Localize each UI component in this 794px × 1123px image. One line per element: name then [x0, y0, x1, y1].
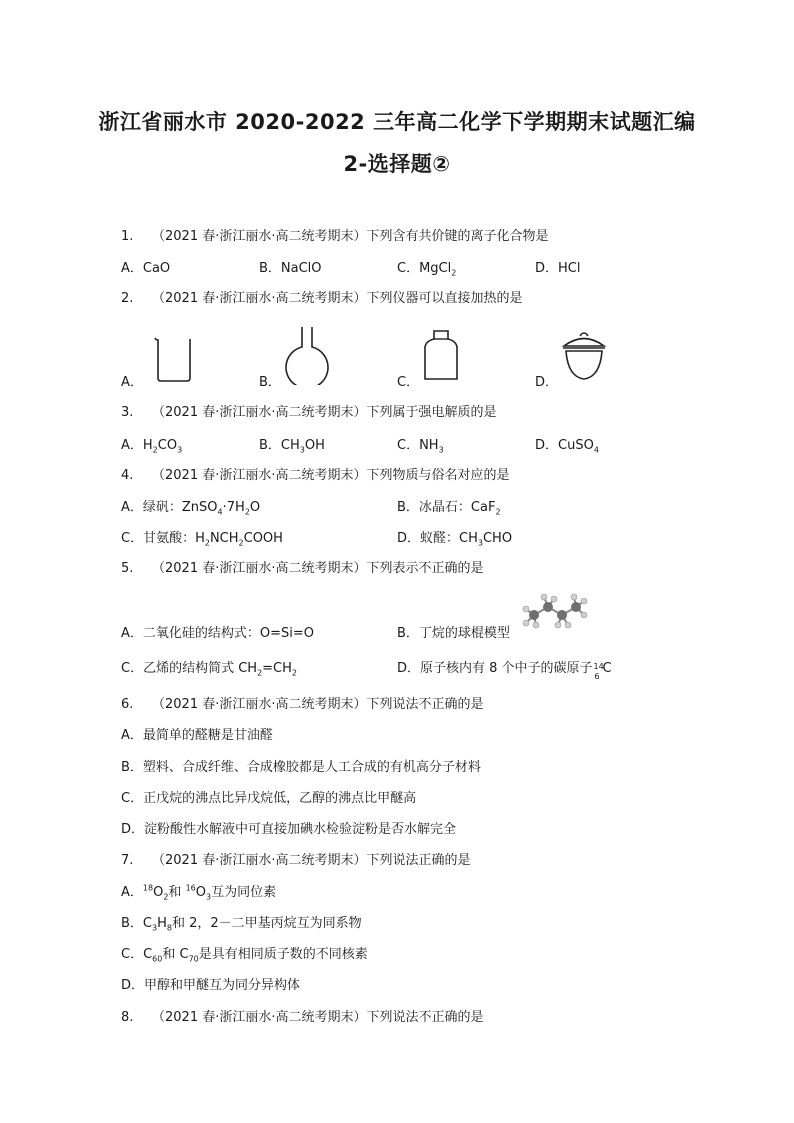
question-stem: （2021 春·浙江丽水·高二统考期末）下列说法不正确的是 — [152, 1010, 484, 1025]
question-stem: （2021 春·浙江丽水·高二统考期末）下列说法正确的是 — [152, 853, 471, 868]
option-c: C． — [397, 375, 420, 390]
crucible-icon — [559, 329, 609, 383]
question-stem: （2021 春·浙江丽水·高二统考期末）下列物质与俗名对应的是 — [152, 468, 510, 483]
option-b: B．NaClO — [259, 261, 322, 276]
option-a: A．$^{18}O_2$和 $^{16}O_3$互为同位素 — [121, 883, 277, 902]
reagent-bottle-icon — [421, 329, 461, 383]
question-number: 1. — [121, 229, 134, 244]
option-d: D．甲醇和甲醚互为同分异构体 — [121, 978, 301, 993]
option-c: C．甘氨酸：$H_2NCH_2COOH$ — [121, 531, 283, 548]
page-title: 浙江省丽水市 2020-2022 三年高二化学下学期期末试题汇编 — [98, 110, 696, 134]
option-b: B．$C_3H_8$和 2，2－二甲基丙烷互为同系物 — [121, 916, 362, 933]
option-d: D．CuSO$_4$ — [535, 438, 599, 455]
nuclide-notation: 14 6 — [593, 662, 604, 681]
option-a: A．绿矾：$ZnSO_4\cdot 7H_2O$ — [121, 500, 261, 517]
option-b: B．冰晶石：CaF$_2$ — [397, 500, 501, 517]
option-a: A． — [121, 375, 143, 390]
option-d: D．淀粉酸性水解液中可直接加碘水检验淀粉是否水解完全 — [121, 822, 457, 837]
question-stem: （2021 春·浙江丽水·高二统考期末）下列仪器可以直接加热的是 — [152, 291, 523, 306]
option-c: C．乙烯的结构简式 $CH_2=CH_2$ — [121, 661, 297, 678]
option-a: A．CaO — [121, 261, 171, 276]
question-number: 3. — [121, 405, 134, 420]
question-number: 4. — [121, 468, 134, 483]
round-bottom-flask-icon — [282, 325, 332, 385]
question-stem: （2021 春·浙江丽水·高二统考期末）下列说法不正确的是 — [152, 697, 484, 712]
option-c: C．$C_{60}$和 $C_{70}$是具有相同质子数的不同核素 — [121, 947, 368, 964]
option-a: A．二氧化硅的结构式：O=Si=O — [121, 626, 315, 641]
question-number: 8. — [121, 1010, 134, 1025]
page-subtitle: 2-选择题② — [343, 152, 451, 176]
option-d: D．HCl — [535, 261, 581, 276]
butane-ball-stick-model-icon — [520, 593, 590, 635]
option-c: C．正戊烷的沸点比异戊烷低，乙醇的沸点比甲醚高 — [121, 791, 417, 806]
option-b: B． — [259, 375, 281, 390]
question-stem: （2021 春·浙江丽水·高二统考期末）下列表示不正确的是 — [152, 561, 484, 576]
option-d: D．蚁醛：$CH_3CHO$ — [397, 531, 513, 548]
question-stem: （2021 春·浙江丽水·高二统考期末）下列含有共价键的离子化合物是 — [152, 229, 549, 244]
question-number: 7. — [121, 853, 134, 868]
question-number: 6. — [121, 697, 134, 712]
option-d: D．原子核内有 8 个中子的碳原子 14 6 C — [397, 661, 612, 681]
option-c: C．$NH_3$ — [397, 438, 444, 455]
option-b: B．塑料、合成纤维、合成橡胶都是人工合成的有机高分子材料 — [121, 760, 481, 775]
option-a: A．$H_2CO_3$ — [121, 438, 183, 455]
question-stem: （2021 春·浙江丽水·高二统考期末）下列属于强电解质的是 — [152, 405, 497, 420]
question-number: 2. — [121, 291, 134, 306]
option-a: A．最简单的醛糖是甘油醛 — [121, 728, 273, 743]
option-b: B．丁烷的球棍模型 — [397, 626, 510, 641]
beaker-icon — [152, 335, 194, 383]
option-d: D． — [535, 375, 559, 390]
option-b: B．$CH_3OH$ — [259, 438, 325, 455]
question-number: 5. — [121, 561, 134, 576]
option-c: C．MgCl$_2$ — [397, 261, 457, 278]
